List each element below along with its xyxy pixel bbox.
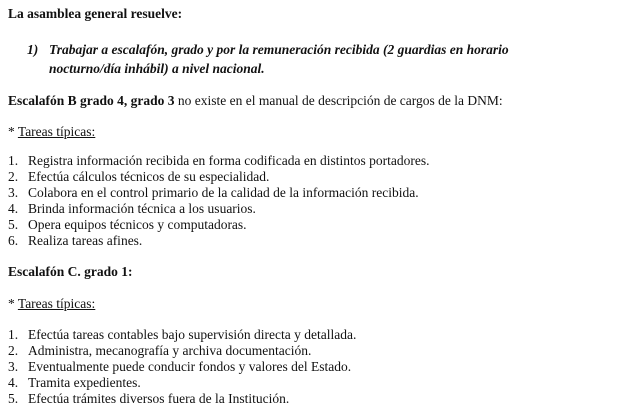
list-item-text: Efectúa trámites diversos fuera de la Institución. — [28, 391, 290, 406]
section-b-tareas-label — [8, 124, 95, 140]
list-item — [8, 169, 430, 185]
list-item-number: 3. — [8, 185, 19, 200]
list-item-text: Efectúa cálculos técnicos de su especialidad. — [28, 169, 270, 184]
list-item — [8, 327, 356, 343]
section-b-tareas-text: Tareas típicas: — [17, 124, 96, 139]
list-item — [8, 233, 430, 249]
list-item-text: Realiza tareas afines. — [28, 233, 143, 248]
section-c-tareas-prefix: * — [8, 296, 18, 311]
resolution-line-1: Trabajar a escalafón, grado y por la remuneración recibida (2 guardias en horario — [49, 42, 509, 57]
list-item — [8, 343, 356, 359]
section-b-title — [8, 93, 503, 109]
list-item-text: Administra, mecanografía y archiva documentación. — [28, 343, 312, 358]
list-item — [8, 391, 356, 407]
list-item — [8, 153, 430, 169]
list-item-number: 6. — [8, 233, 19, 248]
list-item — [8, 359, 356, 375]
section-c-task-list — [8, 327, 356, 407]
list-item-text: Brinda información técnica a los usuarios. — [28, 201, 256, 216]
list-item — [8, 201, 430, 217]
section-b-title-rest: no existe en el manual de descripción de cargos de la DNM: — [174, 93, 503, 108]
resolution-line-2: nocturno/día inhábil) a nivel nacional. — [49, 61, 265, 76]
list-item-number: 3. — [8, 359, 19, 374]
list-item-text: Opera equipos técnicos y computadoras. — [28, 217, 247, 232]
list-item-text: Colabora en el control primario de la calidad de la información recibida. — [28, 185, 419, 200]
section-c-tareas-label — [8, 296, 95, 312]
section-b-title-bold: Escalafón B grado 4, grado 3 — [8, 93, 175, 108]
resolution-number: 1) — [27, 42, 39, 57]
document-heading: La asamblea general resuelve: — [8, 6, 183, 21]
section-c-title: Escalafón C. grado 1: — [8, 264, 133, 279]
list-item-number: 5. — [8, 217, 19, 232]
list-item-number: 2. — [8, 343, 19, 358]
list-item-text: Eventualmente puede conducir fondos y valores del Estado. — [28, 359, 352, 374]
list-item — [8, 217, 430, 233]
list-item-text: Tramita expedientes. — [28, 375, 141, 390]
list-item-number: 4. — [8, 375, 19, 390]
list-item-number: 1. — [8, 327, 19, 342]
section-b-tareas-prefix: * — [8, 124, 18, 139]
list-item-number: 1. — [8, 153, 19, 168]
list-item-text: Registra información recibida en forma codificada en distintos portadores. — [28, 153, 430, 168]
list-item-text: Efectúa tareas contables bajo supervisión directa y detallada. — [28, 327, 357, 342]
list-item-number: 5. — [8, 391, 19, 406]
resolution-item — [27, 40, 627, 78]
section-c-tareas-text: Tareas típicas: — [17, 296, 96, 311]
list-item — [8, 375, 356, 391]
list-item-number: 4. — [8, 201, 19, 216]
section-b-task-list — [8, 153, 430, 249]
list-item-number: 2. — [8, 169, 19, 184]
list-item — [8, 185, 430, 201]
